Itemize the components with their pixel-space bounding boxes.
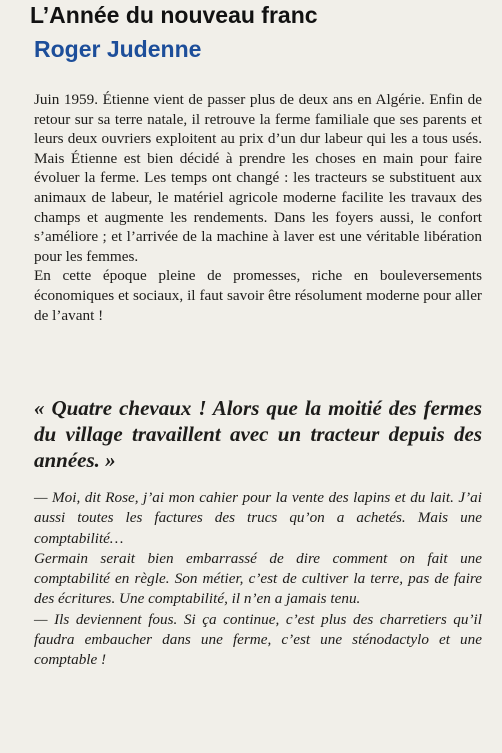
excerpt-paragraph: — Ils deviennent fous. Si ça continue, c’est plus des charretiers qu’il faudra embaucher dans une ferme, c’est une sténodactylo et une comptable ! <box>34 610 482 669</box>
excerpt <box>34 488 482 671</box>
excerpt-paragraph: Germain serait bien embarrassé de dire comment on fait une comptabilité en règle. Son métier, c’est de cultiver la terre, pas de faire des écritures. Une comptabilité, il n’en a jamais tenu. <box>34 549 482 608</box>
summary-paragraph: Juin 1959. Étienne vient de passer plus de deux ans en Algérie. Enfin de retour sur sa terre natale, il retrouve la ferme familiale que ses parents et leurs deux ouvriers exploitent au prix d’un dur labeur qui les a tous usés. Mais Étienne est bien décidé à prendre les choses en main pour faire évoluer la ferme. Les temps ont changé : les tracteurs se substituent aux animaux de labeur, le matériel agricole moderne facilite les travaux des champs et augmente les rendements. Dans les foyers aussi, le confort s’améliore ; et l’arrivée de la machine à laver est une véritable libération pour les femmes. <box>34 91 482 265</box>
pull-quote: « Quatre chevaux ! Alors que la moitié des fermes du village travaillent avec un tracteur depuis des années. » <box>34 396 482 472</box>
excerpt-paragraph: — Moi, dit Rose, j’ai mon cahier pour la vente des lapins et du lait. J’ai aussi toutes les factures des trucs qu’on a achetés. Mais une comptabilité… <box>34 489 482 547</box>
book-author: Roger Judenne <box>34 36 202 62</box>
book-title: L’Année du nouveau franc <box>30 2 318 28</box>
summary-paragraph: En cette époque pleine de promesses, riche en bouleversements économiques et sociaux, il faut savoir être résolument moderne pour aller de l’avant ! <box>34 267 482 324</box>
summary <box>34 90 482 325</box>
